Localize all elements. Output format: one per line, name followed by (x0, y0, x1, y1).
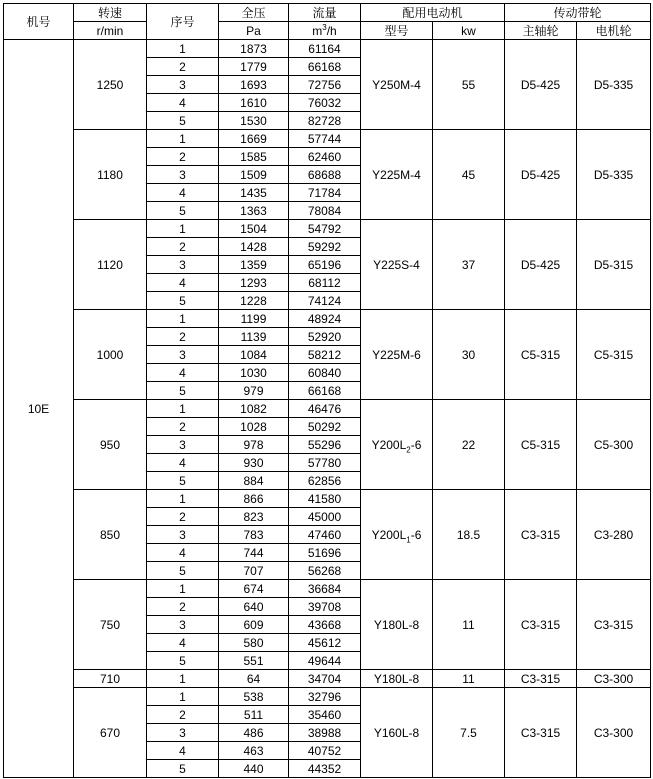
flow-cell: 54792 (289, 220, 361, 238)
flow-cell: 55296 (289, 436, 361, 454)
motor-type-cell: Y180L-8 (361, 670, 433, 688)
pressure-cell: 64 (219, 670, 289, 688)
model-number-cell: 10E (4, 40, 74, 778)
seq-cell: 3 (147, 76, 219, 94)
header-seq: 序号 (147, 4, 219, 40)
seq-cell: 1 (147, 130, 219, 148)
table-row (4, 310, 651, 328)
seq-cell: 5 (147, 472, 219, 490)
seq-cell: 1 (147, 400, 219, 418)
table-row (4, 40, 651, 58)
pressure-cell: 1693 (219, 76, 289, 94)
motor-type-cell: Y225S-4 (361, 220, 433, 310)
pressure-cell: 1779 (219, 58, 289, 76)
table-body (4, 40, 651, 778)
seq-cell: 3 (147, 166, 219, 184)
flow-cell: 72756 (289, 76, 361, 94)
table-row (4, 130, 651, 148)
flow-cell: 45612 (289, 634, 361, 652)
pressure-cell: 783 (219, 526, 289, 544)
motor-power-cell: 7.5 (433, 688, 505, 778)
speed-cell: 710 (74, 670, 147, 688)
header-belt: 传动带轮 (505, 4, 651, 22)
flow-cell: 40752 (289, 742, 361, 760)
seq-cell: 1 (147, 490, 219, 508)
seq-cell: 5 (147, 760, 219, 778)
seq-cell: 4 (147, 94, 219, 112)
seq-cell: 2 (147, 148, 219, 166)
flow-cell: 45000 (289, 508, 361, 526)
flow-cell: 50292 (289, 418, 361, 436)
motor-pulley-cell: D5-315 (577, 220, 651, 310)
flow-cell: 56268 (289, 562, 361, 580)
motor-type-cell: Y160L-8 (361, 688, 433, 778)
table-row (4, 580, 651, 598)
flow-cell: 49644 (289, 652, 361, 670)
speed-cell: 750 (74, 580, 147, 670)
pressure-cell: 580 (219, 634, 289, 652)
motor-power-cell: 30 (433, 310, 505, 400)
seq-cell: 5 (147, 562, 219, 580)
header-belt-motor: 电机轮 (577, 22, 651, 40)
flow-cell: 74124 (289, 292, 361, 310)
fan-spec-table (3, 3, 651, 778)
flow-cell: 41580 (289, 490, 361, 508)
pressure-cell: 978 (219, 436, 289, 454)
table-header (4, 4, 651, 40)
seq-cell: 2 (147, 598, 219, 616)
speed-cell: 950 (74, 400, 147, 490)
flow-cell: 39708 (289, 598, 361, 616)
main-pulley-cell: C3-315 (505, 490, 577, 580)
main-pulley-cell: D5-425 (505, 130, 577, 220)
flow-cell: 52920 (289, 328, 361, 346)
seq-cell: 2 (147, 328, 219, 346)
table-row (4, 220, 651, 238)
motor-power-cell: 45 (433, 130, 505, 220)
speed-cell: 670 (74, 688, 147, 778)
seq-cell: 1 (147, 40, 219, 58)
seq-cell: 2 (147, 418, 219, 436)
seq-cell: 4 (147, 274, 219, 292)
seq-cell: 3 (147, 256, 219, 274)
seq-cell: 5 (147, 292, 219, 310)
speed-cell: 1120 (74, 220, 147, 310)
seq-cell: 4 (147, 364, 219, 382)
flow-cell: 57744 (289, 130, 361, 148)
seq-cell: 1 (147, 580, 219, 598)
motor-power-cell: 22 (433, 400, 505, 490)
flow-cell: 47460 (289, 526, 361, 544)
pressure-cell: 486 (219, 724, 289, 742)
pressure-cell: 1082 (219, 400, 289, 418)
pressure-cell: 538 (219, 688, 289, 706)
pressure-cell: 1199 (219, 310, 289, 328)
motor-pulley-cell: C3-280 (577, 490, 651, 580)
flow-cell: 66168 (289, 382, 361, 400)
motor-pulley-cell: C5-315 (577, 310, 651, 400)
pressure-cell: 1610 (219, 94, 289, 112)
seq-cell: 2 (147, 238, 219, 256)
motor-power-cell: 18.5 (433, 490, 505, 580)
flow-cell: 61164 (289, 40, 361, 58)
flow-cell: 65196 (289, 256, 361, 274)
pressure-cell: 1585 (219, 148, 289, 166)
flow-cell: 32796 (289, 688, 361, 706)
seq-cell: 3 (147, 724, 219, 742)
main-pulley-cell: C5-315 (505, 310, 577, 400)
pressure-cell: 866 (219, 490, 289, 508)
pressure-cell: 707 (219, 562, 289, 580)
motor-type-cell: Y180L-8 (361, 580, 433, 670)
flow-cell: 48924 (289, 310, 361, 328)
flow-cell: 68112 (289, 274, 361, 292)
pressure-cell: 1428 (219, 238, 289, 256)
flow-cell: 38988 (289, 724, 361, 742)
pressure-cell: 884 (219, 472, 289, 490)
motor-power-cell: 37 (433, 220, 505, 310)
motor-pulley-cell: D5-335 (577, 40, 651, 130)
seq-cell: 5 (147, 382, 219, 400)
flow-cell: 35460 (289, 706, 361, 724)
header-belt-main: 主轴轮 (505, 22, 577, 40)
motor-power-cell: 11 (433, 580, 505, 670)
seq-cell: 5 (147, 652, 219, 670)
motor-pulley-cell: C3-300 (577, 670, 651, 688)
pressure-cell: 640 (219, 598, 289, 616)
seq-cell: 5 (147, 112, 219, 130)
pressure-cell: 1228 (219, 292, 289, 310)
header-pressure-unit: Pa (219, 22, 289, 40)
main-pulley-cell: D5-425 (505, 40, 577, 130)
flow-cell: 44352 (289, 760, 361, 778)
speed-cell: 1250 (74, 40, 147, 130)
pressure-cell: 463 (219, 742, 289, 760)
motor-type-cell: $Y200L_1-6$ (361, 490, 433, 580)
header-flow: 流量 (289, 4, 361, 22)
flow-cell: 82728 (289, 112, 361, 130)
seq-cell: 4 (147, 454, 219, 472)
flow-cell: 36684 (289, 580, 361, 598)
pressure-cell: 674 (219, 580, 289, 598)
seq-cell: 1 (147, 310, 219, 328)
seq-cell: 3 (147, 616, 219, 634)
header-motor: 配用电动机 (361, 4, 505, 22)
pressure-cell: 1139 (219, 328, 289, 346)
pressure-cell: 1509 (219, 166, 289, 184)
flow-cell: 62856 (289, 472, 361, 490)
flow-cell: 60840 (289, 364, 361, 382)
motor-power-cell: 55 (433, 40, 505, 130)
header-pressure: 全压 (219, 4, 289, 22)
flow-cell: 71784 (289, 184, 361, 202)
flow-cell: 46476 (289, 400, 361, 418)
flow-cell: 57780 (289, 454, 361, 472)
seq-cell: 4 (147, 184, 219, 202)
seq-cell: 3 (147, 526, 219, 544)
seq-cell: 2 (147, 58, 219, 76)
main-pulley-cell: C3-315 (505, 688, 577, 778)
flow-cell: 58212 (289, 346, 361, 364)
pressure-cell: 930 (219, 454, 289, 472)
pressure-cell: 1669 (219, 130, 289, 148)
main-pulley-cell: C5-315 (505, 400, 577, 490)
header-flow-unit: $m^3/h$ (289, 22, 361, 40)
pressure-cell: 1359 (219, 256, 289, 274)
pressure-cell: 1873 (219, 40, 289, 58)
motor-power-cell: 11 (433, 670, 505, 688)
motor-type-cell: Y250M-4 (361, 40, 433, 130)
pressure-cell: 1530 (219, 112, 289, 130)
seq-cell: 3 (147, 346, 219, 364)
table-row (4, 490, 651, 508)
pressure-cell: 979 (219, 382, 289, 400)
flow-cell: 62460 (289, 148, 361, 166)
pressure-cell: 609 (219, 616, 289, 634)
motor-type-cell: Y225M-6 (361, 310, 433, 400)
motor-type-cell: Y225M-4 (361, 130, 433, 220)
motor-type-cell: $Y200L_2-6$ (361, 400, 433, 490)
seq-cell: 2 (147, 706, 219, 724)
flow-cell: 68688 (289, 166, 361, 184)
motor-pulley-cell: C3-315 (577, 580, 651, 670)
pressure-cell: 511 (219, 706, 289, 724)
motor-pulley-cell: C5-300 (577, 400, 651, 490)
header-motor-type: 型号 (361, 22, 433, 40)
pressure-cell: 1504 (219, 220, 289, 238)
table-row (4, 400, 651, 418)
seq-cell: 2 (147, 508, 219, 526)
header-motor-power: kw (433, 22, 505, 40)
speed-cell: 1180 (74, 130, 147, 220)
seq-cell: 4 (147, 544, 219, 562)
pressure-cell: 1293 (219, 274, 289, 292)
header-speed: 转速 (74, 4, 147, 22)
pressure-cell: 744 (219, 544, 289, 562)
motor-pulley-cell: D5-335 (577, 130, 651, 220)
flow-cell: 59292 (289, 238, 361, 256)
seq-cell: 1 (147, 220, 219, 238)
speed-cell: 850 (74, 490, 147, 580)
seq-cell: 4 (147, 634, 219, 652)
seq-cell: 4 (147, 742, 219, 760)
pressure-cell: 1435 (219, 184, 289, 202)
seq-cell: 3 (147, 436, 219, 454)
main-pulley-cell: C3-315 (505, 670, 577, 688)
pressure-cell: 1028 (219, 418, 289, 436)
header-speed-unit: r/min (74, 22, 147, 40)
flow-cell: 76032 (289, 94, 361, 112)
flow-cell: 43668 (289, 616, 361, 634)
header-model: 机号 (4, 4, 74, 40)
main-pulley-cell: C3-315 (505, 580, 577, 670)
pressure-cell: 1363 (219, 202, 289, 220)
flow-cell: 78084 (289, 202, 361, 220)
table-row (4, 670, 651, 688)
motor-pulley-cell: C3-300 (577, 688, 651, 778)
flow-cell: 34704 (289, 670, 361, 688)
flow-cell: 66168 (289, 58, 361, 76)
seq-cell: 1 (147, 688, 219, 706)
pressure-cell: 1030 (219, 364, 289, 382)
main-pulley-cell: D5-425 (505, 220, 577, 310)
table-row (4, 688, 651, 706)
seq-cell: 5 (147, 202, 219, 220)
pressure-cell: 551 (219, 652, 289, 670)
pressure-cell: 823 (219, 508, 289, 526)
pressure-cell: 1084 (219, 346, 289, 364)
flow-cell: 51696 (289, 544, 361, 562)
seq-cell: 1 (147, 670, 219, 688)
speed-cell: 1000 (74, 310, 147, 400)
pressure-cell: 440 (219, 760, 289, 778)
